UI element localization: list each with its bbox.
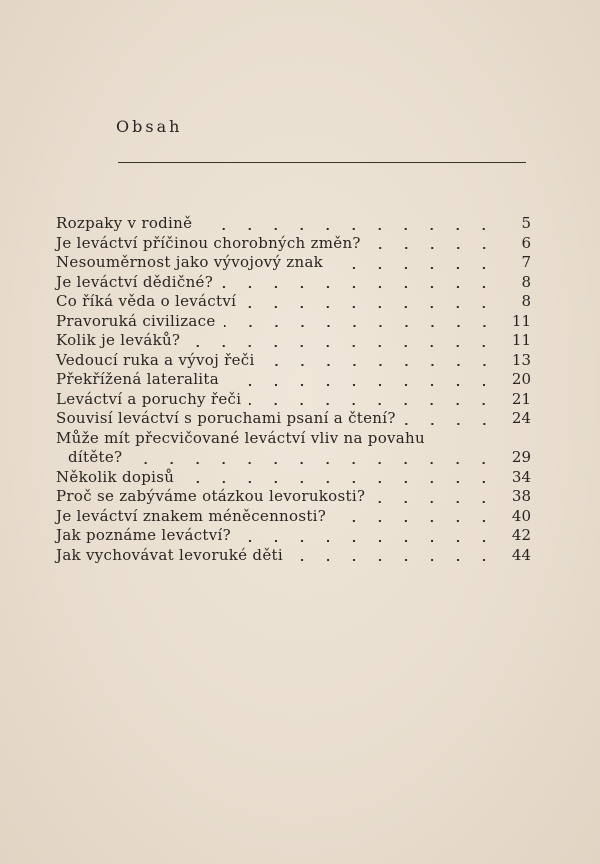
toc-entry [56,234,531,254]
dot-leader [130,462,497,464]
toc-entry-page: 11 [511,311,531,330]
toc-entry [56,546,531,566]
toc-entry-page: 8 [521,292,531,310]
dot-leader [182,481,497,483]
toc-entry-page: 8 [521,272,531,291]
toc-entry [56,331,531,351]
dot-leader [249,403,497,405]
toc-entry-page: 13 [511,350,531,369]
toc-entry-page: 29 [511,448,531,466]
dot-leader [188,345,497,347]
toc-entry-title: Je leváctví dědičné? [56,272,214,291]
toc-entry-page: 7 [521,253,531,271]
toc-entry-title: Jak vychovávat levoruké děti [56,545,283,564]
toc-entry [56,429,531,468]
toc-entry-page: 24 [511,409,531,427]
toc-entry-title: Nesouměrnost jako vývojový znak [56,253,324,271]
toc-entry-title: Pravoruká civilizace [56,311,216,330]
toc-entry-title: Kolik je leváků? [56,331,181,349]
toc-entry-title-line1: Může mít přecvičované leváctví vliv na povahu [56,428,425,447]
dot-leader [291,559,497,561]
toc-entry-title: Rozpaky v rodině [56,214,193,232]
dot-leader [369,247,497,249]
toc-entry-title: Je leváctví příčinou chorobných změn? [56,233,361,252]
dot-leader [239,540,497,542]
dot-leader [404,423,497,425]
toc-entry [56,292,531,312]
toc-entry-page: 5 [521,214,531,232]
toc-entry-title: Co říká věda o leváctví [56,292,237,310]
toc-entry-page: 44 [511,545,531,564]
toc-entry-page: 6 [521,233,531,252]
dot-leader [331,267,497,269]
toc-entry-page: 40 [511,506,531,525]
table-of-contents [56,214,531,565]
toc-entry-title: Několik dopisů [56,467,175,486]
toc-entry-page: 38 [511,487,531,505]
toc-entry [56,487,531,507]
toc-entry [56,253,531,273]
toc-entry [56,312,531,332]
dot-leader [224,325,497,327]
toc-entry-title: Proč se zabýváme otázkou levorukosti? [56,487,366,505]
toc-entry-title: Vedoucí ruka a vývoj řeči [56,350,255,369]
toc-entry [56,273,531,293]
dot-leader [373,501,497,503]
toc-entry-page: 34 [511,467,531,486]
toc-entry-last-row [56,448,531,468]
toc-entry-title: Překřížená lateralita [56,370,219,388]
heading-rule [118,162,526,163]
toc-entry-title: Je leváctví znakem méněcennosti? [56,506,327,525]
toc-entry [56,390,531,410]
toc-entry-title-line2: dítěte? [68,448,123,466]
toc-entry [56,370,531,390]
toc-entry-title: Souvisí leváctví s poruchami psaní a čtení? [56,409,396,427]
toc-entry [56,351,531,371]
dot-leader [221,286,497,288]
dot-leader [200,228,497,230]
toc-entry [56,214,531,234]
toc-entry-title: Leváctví a poruchy řeči [56,389,242,408]
toc-entry-page: 11 [511,331,531,349]
toc-entry [56,409,531,429]
toc-heading: Obsah [116,117,183,136]
dot-leader [227,384,497,386]
toc-entry-title: Jak poznáme leváctví? [56,526,231,544]
toc-entry-page: 21 [511,389,531,408]
toc-entry-page: 20 [511,370,531,388]
toc-entry-page: 42 [511,526,531,544]
dot-leader [263,364,497,366]
toc-entry [56,526,531,546]
dot-leader [334,520,497,522]
toc-entry [56,507,531,527]
dot-leader [244,306,497,308]
toc-entry [56,468,531,488]
